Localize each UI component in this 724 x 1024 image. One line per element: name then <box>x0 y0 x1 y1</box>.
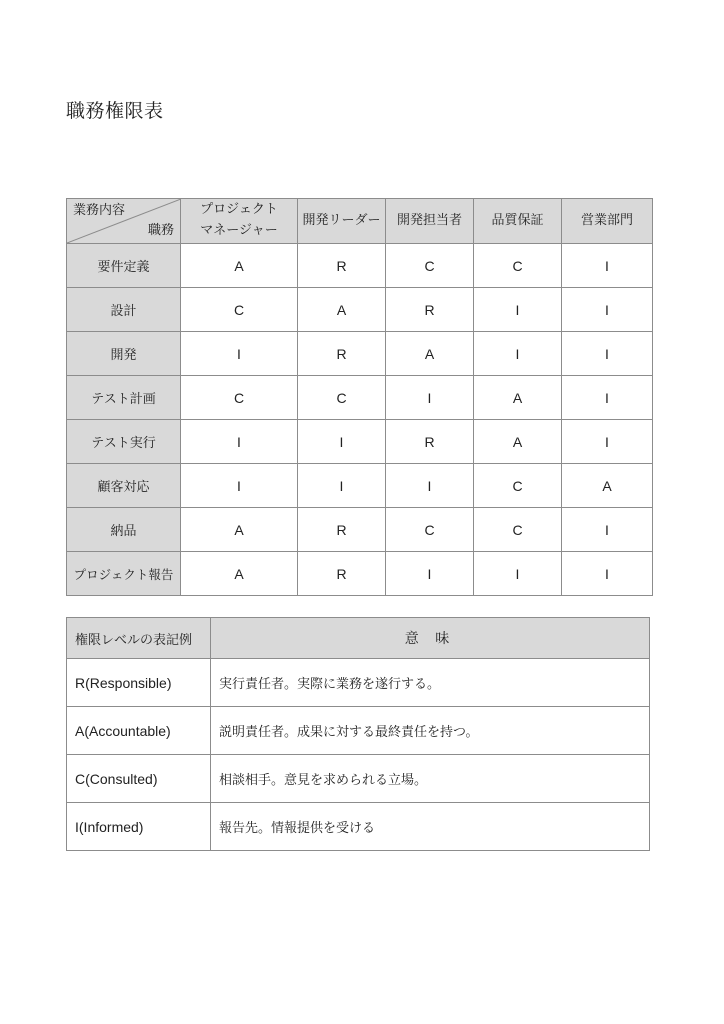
raci-value-cell: I <box>474 332 562 376</box>
role-header-line: プロジェクト <box>200 202 278 218</box>
legend-row <box>67 755 650 803</box>
raci-value-cell: I <box>386 376 474 420</box>
raci-value-cell: I <box>181 420 298 464</box>
raci-value-cell: I <box>298 464 386 508</box>
raci-row <box>67 420 653 464</box>
raci-value-cell: R <box>298 332 386 376</box>
raci-value-cell: R <box>298 508 386 552</box>
task-cell: 設計 <box>67 288 181 332</box>
raci-value-cell: C <box>386 244 474 288</box>
raci-value-cell: I <box>562 552 653 596</box>
role-header-line: 開発担当者 <box>396 212 462 228</box>
raci-value-cell: C <box>181 288 298 332</box>
role-header-sales <box>562 199 653 244</box>
raci-row <box>67 552 653 596</box>
legend-meaning-cell: 説明責任者。成果に対する最終責任を持つ。 <box>211 707 650 755</box>
raci-value-cell: I <box>562 420 653 464</box>
raci-value-cell: A <box>474 420 562 464</box>
raci-value-cell: R <box>386 288 474 332</box>
raci-row <box>67 508 653 552</box>
role-header-line: 営業部門 <box>580 212 633 228</box>
raci-value-cell: I <box>562 288 653 332</box>
legend-level-header: 権限レベルの表記例 <box>67 618 211 659</box>
task-cell: 納品 <box>67 508 181 552</box>
legend-meaning-cell: 実行責任者。実際に業務を遂行する。 <box>211 659 650 707</box>
raci-value-cell: I <box>181 464 298 508</box>
legend-meaning-header: 意 味 <box>211 618 650 659</box>
legend-level-cell: R(Responsible) <box>67 659 211 707</box>
raci-value-cell: R <box>298 244 386 288</box>
raci-value-cell: I <box>562 376 653 420</box>
role-header-developer <box>386 199 474 244</box>
raci-value-cell: I <box>386 552 474 596</box>
raci-value-cell: C <box>386 508 474 552</box>
raci-value-cell: C <box>474 508 562 552</box>
raci-row <box>67 244 653 288</box>
raci-value-cell: R <box>386 420 474 464</box>
raci-value-cell: C <box>298 376 386 420</box>
raci-row <box>67 332 653 376</box>
raci-value-cell: I <box>562 332 653 376</box>
legend-meaning-cell: 相談相手。意見を求められる立場。 <box>211 755 650 803</box>
legend-row <box>67 659 650 707</box>
task-cell: 開発 <box>67 332 181 376</box>
role-header-project-manager <box>181 199 298 244</box>
raci-value-cell: A <box>181 552 298 596</box>
raci-value-cell: C <box>474 464 562 508</box>
raci-matrix-table <box>66 198 653 596</box>
raci-row <box>67 464 653 508</box>
raci-header-row <box>67 199 653 244</box>
legend-level-cell: I(Informed) <box>67 803 211 851</box>
role-header-line: 開発リーダー <box>302 212 381 228</box>
raci-value-cell: I <box>474 552 562 596</box>
raci-value-cell: I <box>181 332 298 376</box>
page-title: 職務権限表 <box>66 100 164 122</box>
corner-header-cell <box>67 199 181 244</box>
raci-value-cell: C <box>474 244 562 288</box>
legend-level-cell: A(Accountable) <box>67 707 211 755</box>
raci-value-cell: I <box>562 508 653 552</box>
role-header-dev-leader <box>298 199 386 244</box>
task-cell: プロジェクト報告 <box>67 552 181 596</box>
legend-level-cell: C(Consulted) <box>67 755 211 803</box>
role-header-line: 品質保証 <box>491 212 544 228</box>
task-cell: テスト実行 <box>67 420 181 464</box>
raci-value-cell: C <box>181 376 298 420</box>
raci-value-cell: A <box>386 332 474 376</box>
raci-value-cell: A <box>181 508 298 552</box>
legend-row <box>67 707 650 755</box>
raci-value-cell: R <box>298 552 386 596</box>
raci-value-cell: I <box>474 288 562 332</box>
raci-legend-table <box>66 617 650 851</box>
legend-header-row <box>67 618 650 659</box>
task-cell: テスト計画 <box>67 376 181 420</box>
raci-value-cell: A <box>474 376 562 420</box>
legend-meaning-cell: 報告先。情報提供を受ける <box>211 803 650 851</box>
raci-value-cell: A <box>181 244 298 288</box>
raci-value-cell: A <box>298 288 386 332</box>
role-axis-label: 職務 <box>147 223 174 238</box>
task-axis-label: 業務内容 <box>73 203 126 218</box>
raci-value-cell: I <box>562 244 653 288</box>
legend-row <box>67 803 650 851</box>
raci-row <box>67 288 653 332</box>
raci-value-cell: I <box>298 420 386 464</box>
role-header-line: マネージャー <box>200 223 278 238</box>
role-header-qa <box>474 199 562 244</box>
task-cell: 顧客対応 <box>67 464 181 508</box>
task-cell: 要件定義 <box>67 244 181 288</box>
raci-value-cell: I <box>386 464 474 508</box>
raci-value-cell: A <box>562 464 653 508</box>
raci-row <box>67 376 653 420</box>
